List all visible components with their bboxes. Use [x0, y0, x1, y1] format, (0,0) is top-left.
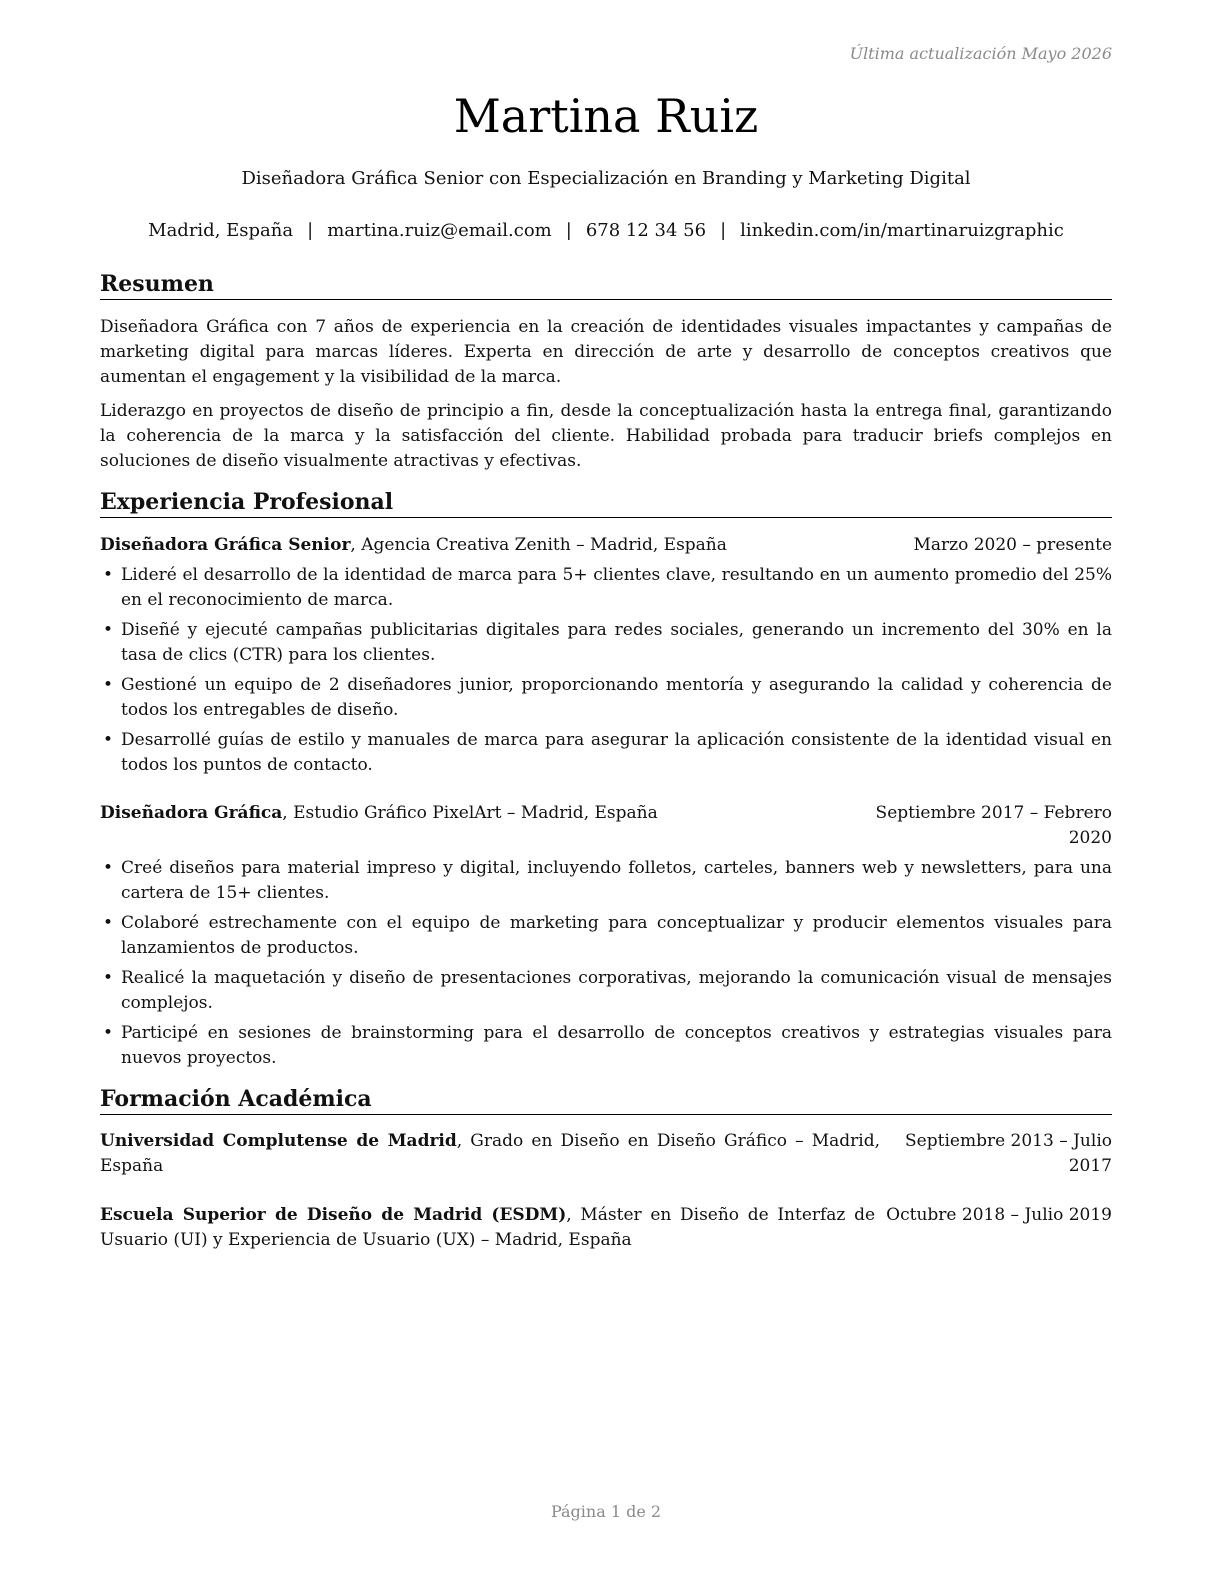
education-entry [100, 1203, 1112, 1253]
job-company: , Estudio Gráfico PixelArt – Madrid, España [282, 803, 658, 823]
section-title-experience: Experiencia Profesional [100, 488, 1112, 518]
contact-separator: | [565, 220, 572, 241]
candidate-name: Martina Ruiz [453, 89, 759, 143]
job-company: , Agencia Creativa Zenith – Madrid, España [350, 535, 727, 555]
bullet-icon: • [103, 730, 114, 750]
bullet-text: Diseñé y ejecuté campañas publicitarias digitales para redes sociales, generando un incremento del 30% en la tasa de clics (CTR) para los clientes. [121, 620, 1112, 665]
job-bullets [100, 856, 1112, 1076]
bullet-icon: • [103, 913, 114, 933]
job-title-line [100, 533, 913, 558]
job-role: Diseñadora Gráfica [100, 803, 283, 823]
job-dates-line: Septiembre 2017 – Febrero [875, 803, 1112, 823]
resume-page [100, 0, 1112, 1584]
bullet-icon: • [103, 858, 114, 878]
education-school: Universidad Complutense de Madrid [100, 1131, 457, 1151]
education-detail [100, 1203, 875, 1253]
page-number: Página 1 de 2 [550, 1502, 662, 1521]
summary-paragraph: Diseñadora Gráfica con 7 años de experiencia en la creación de identidades visuales impactantes y campañas de marketing digital para marcas líderes. Experta en dirección de arte y desarrollo de conceptos creativos que aumentan el engagement y la visibilidad de la marca. [100, 317, 1112, 387]
bullet-text: Realicé la maquetación y diseño de presentaciones corporativas, mejorando la comunicación visual de mensajes complejos. [121, 968, 1112, 1013]
list-item [100, 856, 1112, 906]
bullet-text: Participé en sesiones de brainstorming para el desarrollo de conceptos creativos y estrategias visuales para nuevos proyectos. [121, 1023, 1112, 1068]
bullet-icon: • [103, 675, 114, 695]
bullet-text: Colaboré estrechamente con el equipo de marketing para conceptualizar y producir elementos visuales para lanzamientos de productos. [121, 913, 1112, 958]
job-title-line [100, 801, 876, 851]
list-item [100, 911, 1112, 961]
education-entry [100, 1129, 1112, 1179]
bullet-text: Lideré el desarrollo de la identidad de marca para 5+ clientes clave, resultando en un aumento promedio del 25% en el reconocimiento de marca. [121, 565, 1112, 610]
contact-separator: | [307, 220, 314, 241]
contact-email[interactable]: martina.ruiz@email.com [327, 220, 552, 241]
list-item [100, 563, 1112, 613]
list-item [100, 1021, 1112, 1071]
contact-linkedin[interactable]: linkedin.com/in/martinaruizgraphic [740, 220, 1064, 241]
bullet-icon: • [103, 1023, 114, 1043]
bullet-icon: • [103, 968, 114, 988]
list-item [100, 673, 1112, 723]
job-role: Diseñadora Gráfica Senior [100, 535, 351, 555]
job-dates [876, 801, 1112, 851]
bullet-text: Creé diseños para material impreso y digital, incluyendo folletos, carteles, banners web y newsletters, para una cartera de 15+ clientes. [121, 858, 1112, 903]
job-dates-line: 2020 [1068, 828, 1112, 848]
summary-paragraph: Liderazgo en proyectos de diseño de principio a fin, desde la conceptualización hasta la entrega final, garantizando la coherencia de la marca y la satisfacción del cliente. Habilidad probada para traducir briefs complejos en soluciones de diseño visualmente atractivas y efectivas. [100, 401, 1112, 471]
job-header [100, 533, 1112, 558]
last-updated: Última actualización Mayo 2026 [849, 44, 1112, 63]
education-dates: Octubre 2018 – Julio 2019 [886, 1205, 1112, 1225]
bullet-text: Desarrollé guías de estilo y manuales de marca para asegurar la aplicación consistente de la identidad visual en todos los puntos de contacto. [121, 730, 1112, 775]
section-title-summary: Resumen [100, 270, 1112, 300]
contact-line [100, 219, 1112, 243]
contact-phone[interactable]: 678 12 34 56 [585, 220, 707, 241]
contact-separator: | [720, 220, 727, 241]
list-item [100, 966, 1112, 1016]
education-degree: , Grado en Diseño en Diseño Gráfico – Madrid, España [100, 1131, 880, 1176]
education-degree: , Máster en Diseño de Interfaz de Usuario (UI) y Experiencia de Usuario (UX) – Madrid, España [100, 1205, 876, 1250]
education-dates-line: 2017 [1068, 1156, 1112, 1176]
candidate-headline: Diseñadora Gráfica Senior con Especialización en Branding y Marketing Digital [241, 168, 971, 189]
bullet-icon: • [103, 620, 114, 640]
education-dates [880, 1129, 1112, 1179]
contact-location: Madrid, España [148, 220, 294, 241]
job-dates: Marzo 2020 – presente [913, 535, 1112, 555]
section-title-education: Formación Académica [100, 1085, 1112, 1115]
list-item [100, 728, 1112, 778]
bullet-text: Gestioné un equipo de 2 diseñadores junior, proporcionando mentoría y asegurando la calidad y coherencia de todos los entregables de diseño. [121, 675, 1112, 720]
education-detail [100, 1129, 880, 1179]
education-dates-line: Septiembre 2013 – Julio [905, 1131, 1112, 1151]
job-bullets [100, 563, 1112, 783]
list-item [100, 618, 1112, 668]
bullet-icon: • [103, 565, 114, 585]
job-header [100, 801, 1112, 851]
education-school: Escuela Superior de Diseño de Madrid (ESDM) [100, 1205, 567, 1225]
